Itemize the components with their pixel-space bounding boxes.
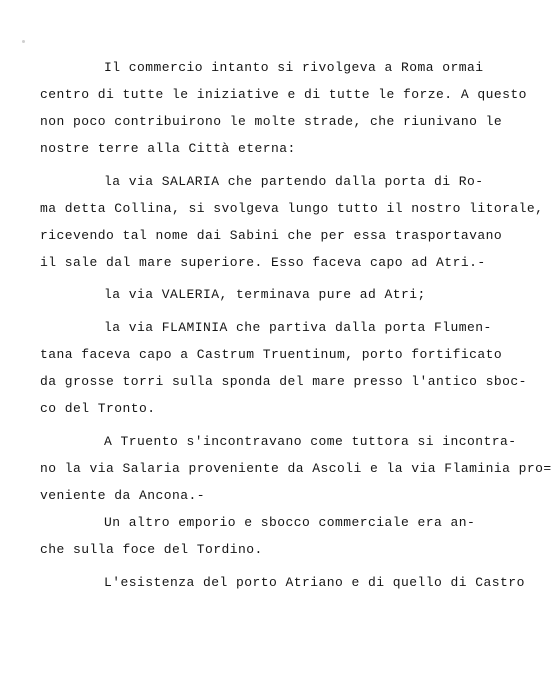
text-line-11: tana faceva capo a Castrum Truentinum, porto fortificato xyxy=(40,347,503,362)
text-line-2: centro di tutte le iniziative e di tutte le forze. A questo xyxy=(40,87,527,102)
text-line-17: Un altro emporio e sbocco commerciale era an- xyxy=(104,515,476,530)
text-line-6: ma detta Collina, si svolgeva lungo tutto il nostro litorale, xyxy=(40,201,544,216)
text-line-4: nostre terre alla Città eterna: xyxy=(40,141,296,156)
text-line-10: la via FLAMINIA che partiva dalla porta Flumen- xyxy=(104,320,492,335)
text-line-7: ricevendo tal nome dai Sabini che per essa trasportavano xyxy=(40,228,503,243)
text-line-12: da grosse torri sulla sponda del mare presso l'antico sboc- xyxy=(40,374,527,389)
text-line-15: no la via Salaria proveniente da Ascoli e la via Flaminia pro= xyxy=(40,461,552,476)
text-line-19: L'esistenza del porto Atriano e di quello di Castro xyxy=(104,575,525,590)
text-line-16: veniente da Ancona.- xyxy=(40,488,206,503)
text-line-18: che sulla foce del Tordino. xyxy=(40,542,263,557)
text-line-8: il sale dal mare superiore. Esso faceva capo ad Atri.- xyxy=(40,255,486,270)
text-line-3: non poco contribuirono le molte strade, che riunivano le xyxy=(40,114,503,129)
paper-speck xyxy=(22,40,25,43)
text-line-13: co del Tronto. xyxy=(40,401,156,416)
text-line-9: la via VALERIA, terminava pure ad Atri; xyxy=(104,287,426,302)
text-line-1: Il commercio intanto si rivolgeva a Roma ormai xyxy=(104,60,484,75)
text-line-5: la via SALARIA che partendo dalla porta di Ro- xyxy=(104,174,484,189)
text-line-14: A Truento s'incontravano come tuttora si incontra- xyxy=(104,434,517,449)
